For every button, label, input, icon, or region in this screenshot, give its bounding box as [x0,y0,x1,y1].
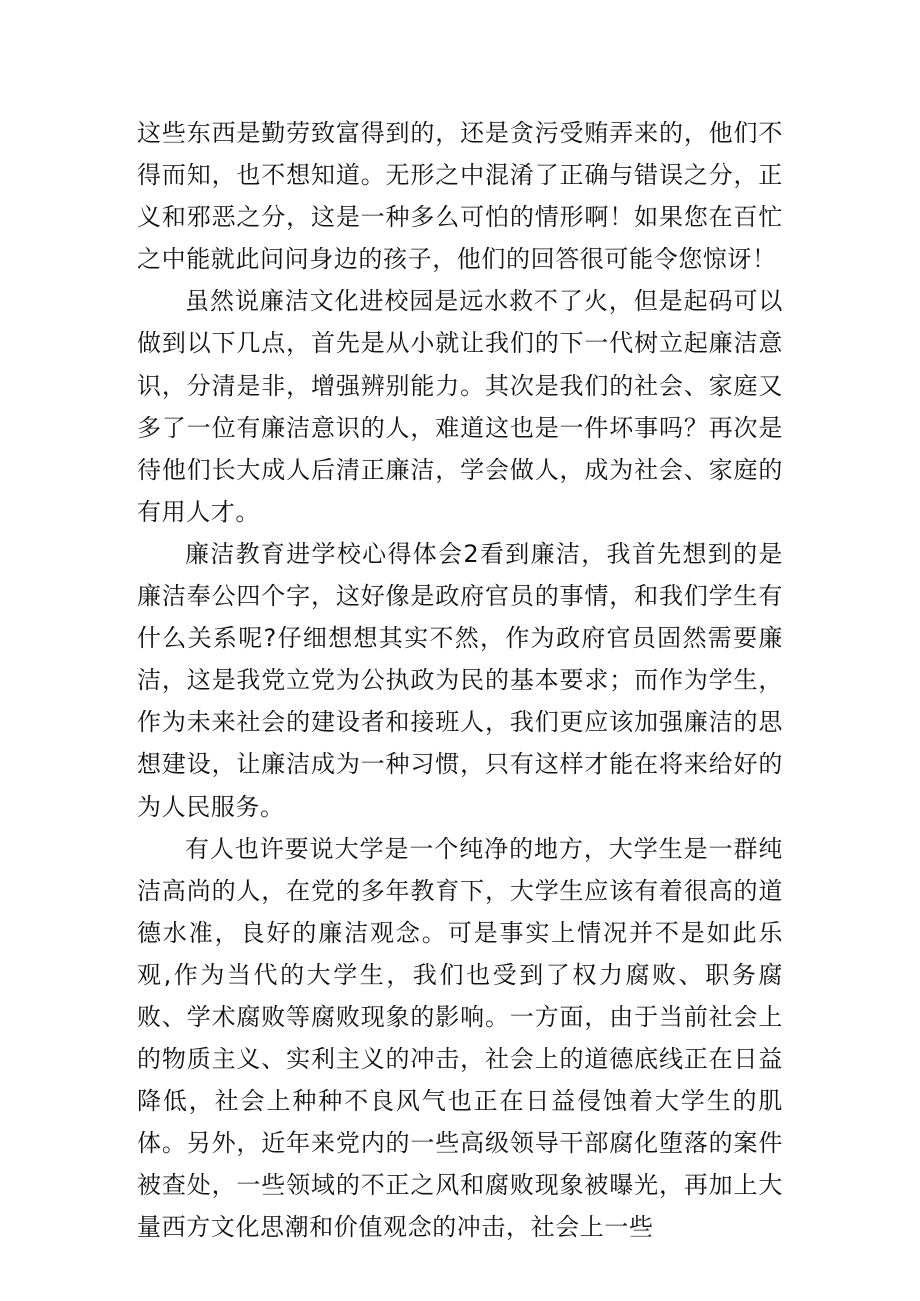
paragraph-2: 虽然说廉洁文化进校园是远水救不了火，但是起码可以做到以下几点，首先是从小就让我们的下一代树立起廉洁意识，分清是非，增强辨别能力。其次是我们的社会、家庭又多了一位有廉洁意识的人，难道这也是一件坏事吗？再次是待他们长大成人后清正廉洁，学会做人，成为社会、家庭的有用人才。 [137,287,783,526]
document-body [137,112,783,1249]
paragraph-3: 廉洁教育进学校心得体会2看到廉洁，我首先想到的是廉洁奉公四个字，这好像是政府官员的事情，和我们学生有什么关系呢?仔细想想其实不然，作为政府官员固然需要廉洁，这是我党立党为公执政为民的基本要求；而作为学生，作为未来社会的建设者和接班人，我们更应该加强廉洁的思想建设，让廉洁成为一种习惯，只有这样才能在将来给好的为人民服务。 [137,539,783,821]
paragraph-4: 有人也许要说大学是一个纯净的地方，大学生是一群纯洁高尚的人，在党的多年教育下，大学生应该有着很高的道德水准，良好的廉洁观念。可是事实上情况并不是如此乐观,作为当代的大学生，我们也受到了权力腐败、职务腐败、学术腐败等腐败现象的影响。一方面，由于当前社会上的物质主义、实利主义的冲击，社会上的道德底线正在日益降低，社会上种种不良风气也正在日益侵蚀着大学生的肌体。另外，近年来党内的一些高级领导干部腐化堕落的案件被查处，一些领域的不正之风和腐败现象被曝光，再加上大量西方文化思潮和价值观念的冲击，社会上一些 [137,834,783,1242]
paragraph-1: 这些东西是勤劳致富得到的，还是贪污受贿弄来的，他们不得而知，也不想知道。无形之中混淆了正确与错误之分，正义和邪恶之分，这是一种多么可怕的情形啊！如果您在百忙之中能就此问问身边的孩子，他们的回答很可能令您惊讶！ [137,119,783,274]
